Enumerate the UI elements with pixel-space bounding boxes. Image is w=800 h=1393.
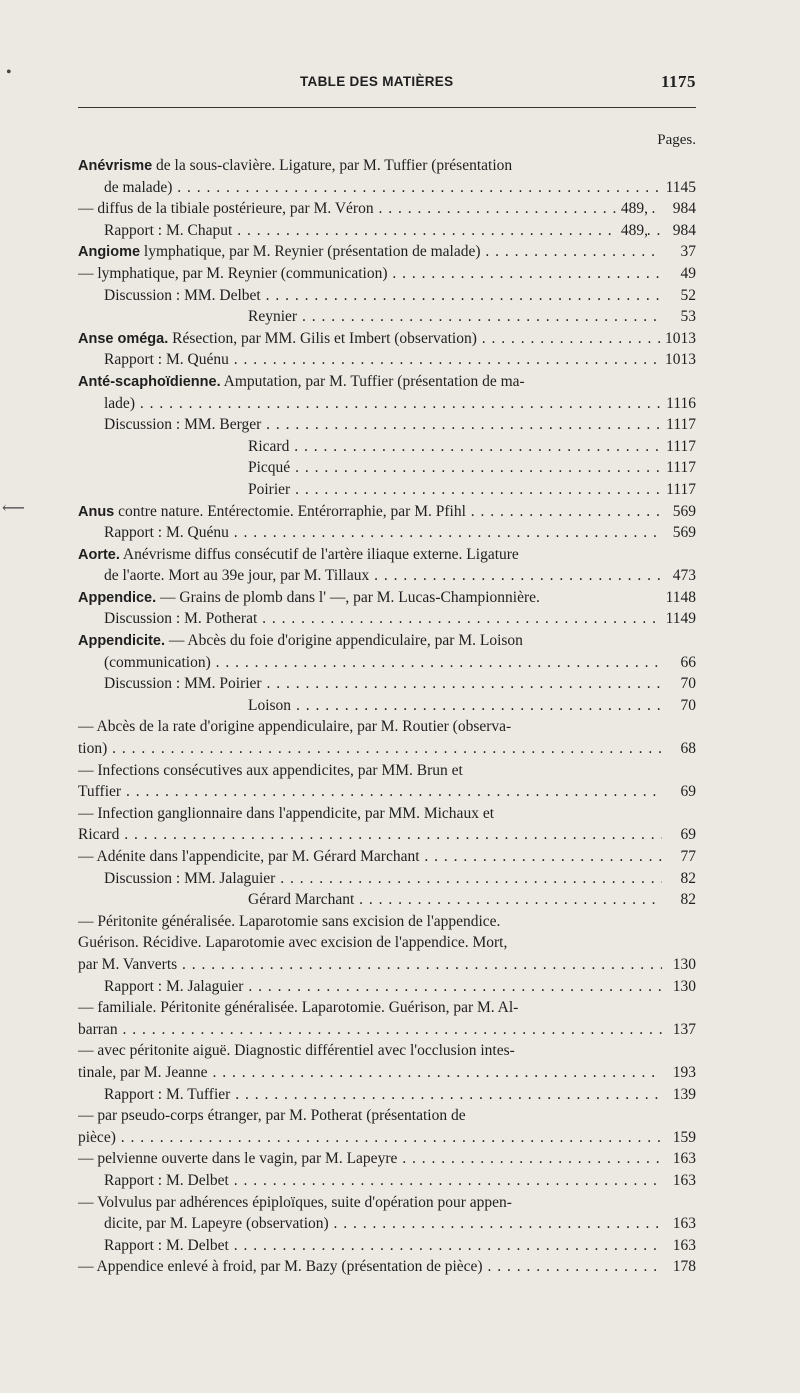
- toc-entry: [78, 976, 696, 998]
- entry-page: 1117: [662, 414, 696, 436]
- entry-text: Rapport : M. Delbet . . .: [104, 1237, 696, 1254]
- entry-page: 178: [662, 1256, 696, 1278]
- toc-entry: [78, 393, 696, 415]
- entry-text: — Infection ganglionnaire dans l'appendicite, par MM. Michaux et: [78, 804, 495, 822]
- entry-text: Ricard . . .: [248, 438, 696, 455]
- toc-entry: [78, 760, 696, 782]
- toc-entry: [78, 911, 696, 933]
- toc-entry: [78, 803, 696, 825]
- toc-entry: [78, 1127, 696, 1149]
- entry-page: 139: [662, 1084, 696, 1106]
- entry-page: 130: [662, 954, 696, 976]
- toc-entry: [78, 608, 696, 630]
- entry-text: — pelvienne ouverte dans le vagin, par M. Lapeyre . . .: [78, 1150, 696, 1167]
- entry-page: 163: [662, 1235, 696, 1257]
- entry-text: Guérison. Récidive. Laparotomie avec excision de l'appendice. Mort,: [78, 934, 508, 952]
- entry-text: — avec péritonite aiguë. Diagnostic différentiel avec l'occlusion intes-: [78, 1042, 515, 1060]
- toc-entry: [78, 479, 696, 501]
- toc-entry: [78, 177, 696, 199]
- toc-entry: [78, 285, 696, 307]
- entry-text: dicite, par M. Lapeyre (observation) . . .: [104, 1215, 696, 1232]
- entry-text: — Appendice enlevé à froid, par M. Bazy (présentation de pièce) . . .: [78, 1258, 696, 1275]
- toc-entry: [78, 868, 696, 890]
- entry-page: 69: [662, 824, 696, 846]
- toc-entry: [78, 198, 696, 220]
- toc-entry: [78, 781, 696, 803]
- entry-page: 193: [662, 1062, 696, 1084]
- entry-page: 70: [662, 695, 696, 717]
- entry-text: Ricard . . .: [78, 826, 696, 843]
- entry-text: Discussion : MM. Poirier . . .: [104, 675, 696, 692]
- entry-text: lade) . . .: [104, 395, 696, 412]
- entry-page: 37: [662, 241, 696, 263]
- entry-text: Discussion : M. Potherat . . .: [104, 610, 696, 627]
- entry-text: Anté-scaphoïdienne. Amputation, par M. Tuffier (présentation de ma-: [78, 372, 525, 390]
- entry-page: 66: [662, 652, 696, 674]
- entry-text: Anévrisme de la sous-clavière. Ligature, par M. Tuffier (présentation: [78, 157, 513, 174]
- entry-text: de malade) . . .: [104, 179, 696, 196]
- entry-page: 137: [662, 1019, 696, 1041]
- entry-page: 163: [662, 1170, 696, 1192]
- entry-page: 1013: [661, 328, 696, 350]
- entry-text: — Volvulus par adhérences épiploïques, suite d'opération pour appen-: [78, 1193, 512, 1211]
- toc-entry: [78, 349, 696, 371]
- entry-page: 68: [662, 738, 696, 760]
- entry-text: Rapport : M. Chaput . . .: [104, 222, 696, 239]
- entry-text: — par pseudo-corps étranger, par M. Potherat (présentation de: [78, 1107, 466, 1125]
- entry-page: 1145: [662, 177, 696, 199]
- toc-entry: [78, 1019, 696, 1041]
- toc-entry: [78, 1170, 696, 1192]
- toc-entry: [78, 1256, 696, 1278]
- entry-page: 984: [662, 198, 696, 220]
- entry-page: 473: [662, 565, 696, 587]
- toc-entry: [78, 328, 696, 350]
- toc-entry: [78, 1235, 696, 1257]
- entry-text: tinale, par M. Jeanne . . .: [78, 1064, 696, 1081]
- entry-text: Rapport : M. Quénu . . .: [104, 351, 696, 368]
- entry-text: Rapport : M. Quénu . . .: [104, 524, 696, 541]
- toc-entry: [78, 436, 696, 458]
- toc-entry: [78, 695, 696, 717]
- toc-entry: [78, 1105, 696, 1127]
- entry-page: 1117: [662, 436, 696, 458]
- entry-text: (communication) . . .: [104, 654, 696, 671]
- entry-text: Discussion : MM. Jalaguier . . .: [104, 870, 696, 887]
- toc-entry: [78, 716, 696, 738]
- pages-column-label: Pages.: [657, 132, 696, 148]
- toc-entry: [78, 1148, 696, 1170]
- entry-page: 49: [662, 263, 696, 285]
- toc-entry: [78, 544, 696, 566]
- entry-text: — lymphatique, par M. Reynier (communication) . . .: [78, 265, 696, 282]
- toc-entry: [78, 846, 696, 868]
- entry-text: barran . . .: [78, 1021, 696, 1038]
- toc-entry: [78, 652, 696, 674]
- toc-entry: [78, 932, 696, 954]
- entry-text: — Infections consécutives aux appendicites, par MM. Brun et: [78, 761, 463, 779]
- entry-text: — Péritonite généralisée. Laparotomie sans excision de l'appendice.: [78, 912, 501, 930]
- toc-entry: [78, 155, 696, 177]
- toc-entry: [78, 738, 696, 760]
- entry-page-secondary: 489,: [617, 220, 648, 242]
- entry-page: 82: [662, 868, 696, 890]
- page-number: 1175: [660, 72, 696, 91]
- entry-text: Rapport : M. Jalaguier . . .: [104, 978, 696, 995]
- toc-entry: [78, 371, 696, 393]
- entry-page: 159: [662, 1127, 696, 1149]
- toc-entry: [78, 1084, 696, 1106]
- toc-entry: [78, 824, 696, 846]
- toc-entry: [78, 997, 696, 1019]
- entry-page: 163: [662, 1148, 696, 1170]
- entry-text: Anus contre nature. Entérectomie. Entérorraphie, par M. Pfihl . . .: [78, 503, 696, 520]
- entry-text: Tuffier . . .: [78, 783, 696, 800]
- toc-entry: [78, 1192, 696, 1214]
- entry-text: Angiome lymphatique, par M. Reynier (présentation de malade) . . .: [78, 243, 696, 260]
- entry-text: Aorte. Anévrisme diffus consécutif de l'artère iliaque externe. Ligature: [78, 545, 519, 563]
- toc-entry: [78, 630, 696, 652]
- entry-text: Gérard Marchant . . .: [248, 891, 696, 908]
- entry-text: Poirier . . .: [248, 481, 696, 498]
- toc-entry: [78, 306, 696, 328]
- toc-entry: [78, 1040, 696, 1062]
- entry-page: 569: [662, 501, 696, 523]
- entry-page: 52: [662, 285, 696, 307]
- entry-text: Discussion : MM. Delbet . . .: [104, 287, 696, 304]
- entry-text: — Adénite dans l'appendicite, par M. Gérard Marchant . . .: [78, 848, 696, 865]
- running-title: TABLE DES MATIÈRES: [300, 74, 454, 89]
- toc-entry: [78, 954, 696, 976]
- toc-entry: [78, 889, 696, 911]
- margin-mark: •: [6, 64, 12, 81]
- entry-text: Rapport : M. Tuffier . . .: [104, 1086, 696, 1103]
- toc-entry: [78, 414, 696, 436]
- toc-entry: [78, 1213, 696, 1235]
- entry-text: — diffus de la tibiale postérieure, par M. Véron . . .: [78, 200, 696, 217]
- entry-text: Reynier . . .: [248, 308, 696, 325]
- entry-page: 569: [662, 522, 696, 544]
- entry-page: 82: [662, 889, 696, 911]
- toc-entry: [78, 263, 696, 285]
- toc-entry: [78, 501, 696, 523]
- entry-page-secondary: 489,: [617, 198, 648, 220]
- entry-text: — familiale. Péritonite généralisée. Laparotomie. Guérison, par M. Al-: [78, 999, 519, 1017]
- toc-entry: [78, 220, 696, 242]
- toc-entry: [78, 565, 696, 587]
- entry-page: 69: [662, 781, 696, 803]
- toc-entry: [78, 241, 696, 263]
- entry-page: 70: [662, 673, 696, 695]
- entry-text: Discussion : MM. Berger . . .: [104, 416, 696, 433]
- entry-page: 1117: [662, 479, 696, 501]
- entry-text: Anse oméga. Résection, par MM. Gilis et Imbert (observation) . . .: [78, 330, 696, 347]
- header-rule: [78, 107, 696, 108]
- entry-page: 1117: [662, 457, 696, 479]
- entry-text: tion) . . .: [78, 740, 696, 757]
- entry-page: 1013: [661, 349, 696, 371]
- page-header: [78, 72, 696, 96]
- table-of-contents: [78, 155, 696, 1278]
- entry-page: 130: [662, 976, 696, 998]
- toc-entry: [78, 522, 696, 544]
- entry-page: 77: [662, 846, 696, 868]
- toc-entry: [78, 1062, 696, 1084]
- entry-page: 1148: [662, 587, 696, 609]
- entry-page: 1149: [662, 608, 696, 630]
- margin-arrow-mark: ⟵: [2, 500, 25, 517]
- entry-page: 53: [662, 306, 696, 328]
- toc-entry: [78, 673, 696, 695]
- entry-text: Appendicite. — Abcès du foie d'origine appendiculaire, par M. Loison: [78, 632, 523, 650]
- entry-text: Rapport : M. Delbet . . .: [104, 1172, 696, 1189]
- toc-entry: [78, 457, 696, 479]
- entry-page: 1116: [662, 393, 696, 415]
- toc-entry: [78, 587, 696, 609]
- entry-text: par M. Vanverts . . .: [78, 956, 696, 973]
- entry-text: Appendice. — Grains de plomb dans l' —, par M. Lucas-Championnière.: [78, 588, 540, 606]
- entry-text: Picqué . . .: [248, 459, 696, 476]
- entry-page: 984: [662, 220, 696, 242]
- entry-page: 163: [662, 1213, 696, 1235]
- entry-text: pièce) . . .: [78, 1129, 696, 1146]
- entry-text: de l'aorte. Mort au 39e jour, par M. Tillaux . . .: [104, 567, 696, 584]
- entry-text: — Abcès de la rate d'origine appendiculaire, par M. Routier (observa-: [78, 718, 512, 736]
- entry-text: Loison . . .: [248, 697, 696, 714]
